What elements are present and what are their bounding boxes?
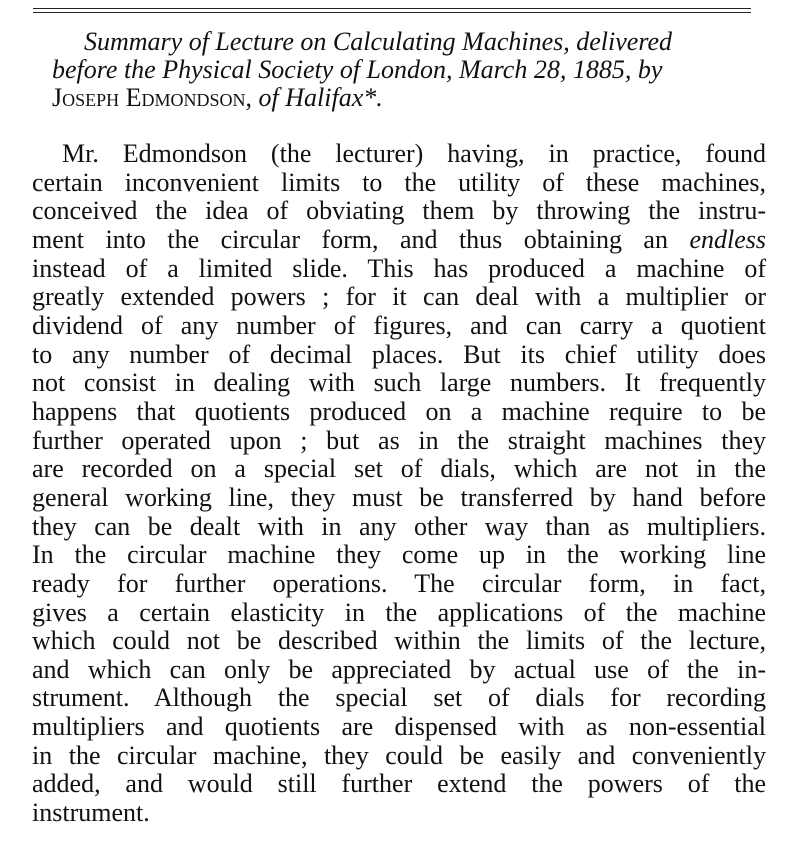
body-line: in the circular machine, they could be easily and conveniently <box>32 740 766 770</box>
body-line: instead of a limited slide. This has produced a machine of <box>32 253 766 283</box>
body-line: are recorded on a special set of dials, which are not in the <box>32 454 766 484</box>
body-line: In the circular machine they come up in the working line <box>32 540 766 570</box>
emphasis-word: endless <box>689 224 766 254</box>
body-line: greatly extended powers ; for it can deal with a multiplier or <box>32 282 766 312</box>
body-line: added, and would still further extend the powers of the <box>32 769 766 799</box>
body-line <box>32 226 766 255</box>
body-line: multipliers and quotients are dispensed with as non-essential <box>32 712 766 742</box>
body-line: and which can only be appreciated by actual use of the in- <box>32 654 766 684</box>
body-line: certain inconvenient limits to the utility of these machines, <box>32 167 766 197</box>
author-affiliation: of Halifax*. <box>252 83 383 112</box>
body-line: dividend of any number of figures, and can carry a quotient <box>32 310 766 340</box>
body-line-text: ment into the circular form, and thus obtaining an <box>32 224 668 254</box>
body-line: not consist in dealing with such large numbers. It frequently <box>32 368 766 398</box>
body-line: conceived the idea of obviating them by throwing the instru- <box>32 196 766 226</box>
title-line-1: Summary of Lecture on Calculating Machines, delivered <box>84 27 673 56</box>
body-line: gives a certain elasticity in the applications of the machine <box>32 597 766 627</box>
body-line: further operated upon ; but as in the straight machines they <box>32 425 766 455</box>
top-rule-double <box>33 12 751 13</box>
title-line-3 <box>52 84 752 112</box>
body-line: happens that quotients produced on a machine require to be <box>32 396 766 426</box>
body-line: Mr. Edmondson (the lecturer) having, in practice, found <box>62 139 766 168</box>
body-line: they can be dealt with in any other way than as multipliers. <box>32 511 766 541</box>
body-line: ready for further operations. The circular form, in fact, <box>32 568 766 598</box>
body-line: instrument. <box>32 798 150 828</box>
top-rule <box>33 8 751 9</box>
article-body <box>32 140 766 828</box>
author-name: Joseph Edmondson, <box>52 83 253 112</box>
body-line: general working line, they must be transferred by hand before <box>32 482 766 512</box>
body-line: strument. Although the special set of dials for recording <box>32 683 766 713</box>
article-title <box>52 28 752 112</box>
body-line: which could not be described within the limits of the lecture, <box>32 626 766 656</box>
body-line: to any number of decimal places. But its chief utility does <box>32 339 766 369</box>
title-line-2: before the Physical Society of London, March 28, 1885, by <box>52 55 663 84</box>
